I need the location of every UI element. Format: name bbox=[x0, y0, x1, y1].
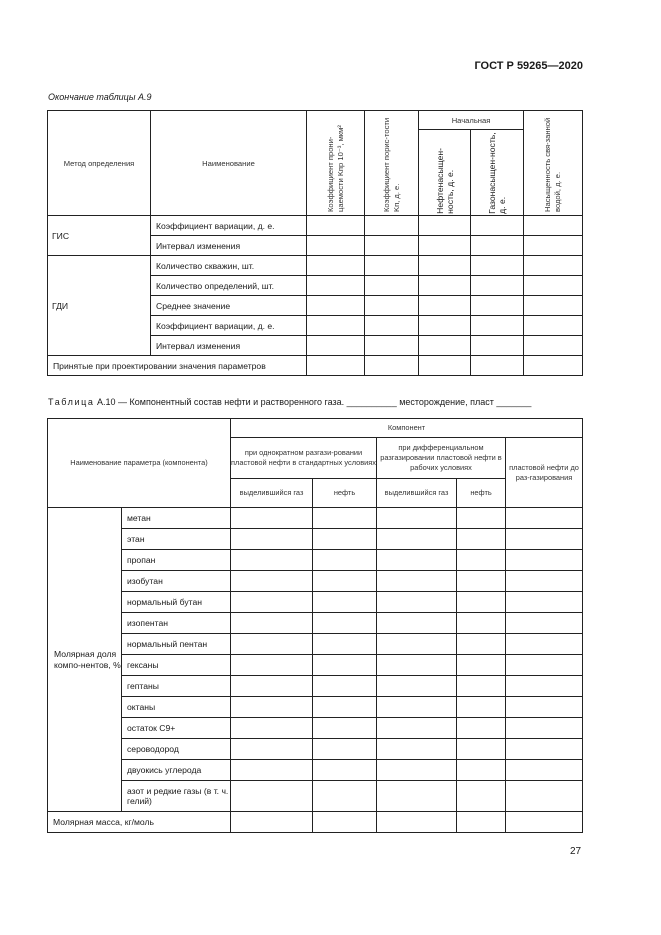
data-cell bbox=[471, 236, 524, 256]
data-cell bbox=[313, 571, 377, 592]
data-cell bbox=[231, 571, 313, 592]
data-cell bbox=[524, 296, 583, 316]
data-cell bbox=[506, 760, 583, 781]
data-cell bbox=[313, 592, 377, 613]
caption-text: А.10 — Компонентный состав нефти и растворенного газа. __________ месторождение, пласт _______ bbox=[97, 397, 532, 407]
data-cell bbox=[307, 276, 365, 296]
component-label: гептаны bbox=[122, 676, 231, 697]
data-cell bbox=[471, 316, 524, 336]
data-cell bbox=[419, 336, 471, 356]
component-label: нормальный бутан bbox=[122, 592, 231, 613]
data-cell bbox=[377, 812, 457, 833]
data-cell bbox=[377, 508, 457, 529]
data-cell bbox=[307, 356, 365, 376]
data-cell bbox=[231, 508, 313, 529]
data-cell bbox=[506, 529, 583, 550]
data-cell bbox=[506, 781, 583, 812]
col-permeability-header: Коэффициент прони-цаемости Kпр 10⁻³, мкм² bbox=[307, 111, 365, 216]
data-cell bbox=[471, 276, 524, 296]
data-cell bbox=[377, 655, 457, 676]
data-cell bbox=[365, 316, 419, 336]
data-cell bbox=[457, 718, 506, 739]
data-cell bbox=[365, 296, 419, 316]
component-label: сероводород bbox=[122, 739, 231, 760]
data-cell bbox=[377, 718, 457, 739]
col-reservoir-oil-header: пластовой нефти до раз-газирования bbox=[506, 438, 583, 508]
molar-mass-label: Молярная масса, кг/моль bbox=[48, 812, 231, 833]
data-cell bbox=[506, 508, 583, 529]
col-method-header: Метод определения bbox=[48, 111, 151, 216]
data-cell bbox=[506, 676, 583, 697]
data-cell bbox=[506, 613, 583, 634]
row-label: Интервал изменения bbox=[151, 236, 307, 256]
component-label: нормальный пентан bbox=[122, 634, 231, 655]
data-cell bbox=[231, 760, 313, 781]
table-row bbox=[48, 216, 583, 236]
accepted-values-label: Принятые при проектировании значения параметров bbox=[48, 356, 307, 376]
data-cell bbox=[313, 676, 377, 697]
data-cell bbox=[457, 529, 506, 550]
data-cell bbox=[231, 697, 313, 718]
data-cell bbox=[524, 316, 583, 336]
data-cell bbox=[419, 356, 471, 376]
components-body bbox=[48, 508, 583, 812]
table-row bbox=[48, 655, 583, 676]
col-initial-header: Начальная bbox=[419, 111, 524, 130]
table-row bbox=[48, 676, 583, 697]
data-cell bbox=[419, 276, 471, 296]
data-cell bbox=[377, 781, 457, 812]
data-cell bbox=[457, 739, 506, 760]
data-cell bbox=[457, 571, 506, 592]
data-cell bbox=[377, 592, 457, 613]
component-label: гексаны bbox=[122, 655, 231, 676]
table-continuation-label: Окончание таблицы А.9 bbox=[48, 92, 152, 102]
data-cell bbox=[506, 571, 583, 592]
data-cell bbox=[506, 697, 583, 718]
component-label: изопентан bbox=[122, 613, 231, 634]
table-row bbox=[48, 592, 583, 613]
table-a10-caption bbox=[48, 397, 531, 407]
data-cell bbox=[457, 592, 506, 613]
data-cell bbox=[365, 336, 419, 356]
data-cell bbox=[377, 550, 457, 571]
data-cell bbox=[377, 697, 457, 718]
data-cell bbox=[377, 676, 457, 697]
table-row bbox=[48, 256, 583, 276]
data-cell bbox=[457, 812, 506, 833]
component-label: азот и редкие газы (в т. ч. гелий) bbox=[122, 781, 231, 812]
data-cell bbox=[457, 697, 506, 718]
table-row bbox=[48, 760, 583, 781]
data-cell bbox=[524, 256, 583, 276]
data-cell bbox=[313, 781, 377, 812]
data-cell bbox=[471, 216, 524, 236]
data-cell bbox=[313, 508, 377, 529]
table-row bbox=[48, 718, 583, 739]
component-label: октаны bbox=[122, 697, 231, 718]
col-porosity-header: Коэффициент порис-тости Kп, д. е. bbox=[365, 111, 419, 216]
col-name-header: Наименование bbox=[151, 111, 307, 216]
table-row bbox=[48, 550, 583, 571]
row-label: Среднее значение bbox=[151, 296, 307, 316]
row-label: Интервал изменения bbox=[151, 336, 307, 356]
data-cell bbox=[307, 216, 365, 236]
data-cell bbox=[313, 529, 377, 550]
data-cell bbox=[419, 216, 471, 236]
data-cell bbox=[307, 296, 365, 316]
data-cell bbox=[471, 356, 524, 376]
data-cell bbox=[231, 676, 313, 697]
data-cell bbox=[365, 356, 419, 376]
data-cell bbox=[231, 550, 313, 571]
col-param-header: Наименование параметра (компонента) bbox=[48, 419, 231, 508]
method-gis-label: ГИС bbox=[48, 216, 151, 256]
component-label: метан bbox=[122, 508, 231, 529]
data-cell bbox=[377, 613, 457, 634]
data-cell bbox=[377, 760, 457, 781]
table-row bbox=[48, 529, 583, 550]
data-cell bbox=[506, 655, 583, 676]
data-cell bbox=[231, 634, 313, 655]
data-cell bbox=[524, 356, 583, 376]
data-cell bbox=[313, 550, 377, 571]
col-oil-header: нефть bbox=[313, 479, 377, 508]
data-cell bbox=[365, 256, 419, 276]
col-differential-header: при дифференциальном разгазировании пластовой нефти в рабочих условиях bbox=[377, 438, 506, 479]
data-cell bbox=[313, 739, 377, 760]
data-cell bbox=[471, 296, 524, 316]
page-number: 27 bbox=[570, 846, 582, 857]
row-label: Количество определений, шт. bbox=[151, 276, 307, 296]
data-cell bbox=[506, 592, 583, 613]
data-cell bbox=[231, 613, 313, 634]
table-row bbox=[48, 571, 583, 592]
data-cell bbox=[524, 336, 583, 356]
data-cell bbox=[506, 550, 583, 571]
data-cell bbox=[471, 256, 524, 276]
data-cell bbox=[457, 508, 506, 529]
col-oil-saturation-header: Нефтенасыщен-ность, д. е. bbox=[419, 130, 471, 216]
data-cell bbox=[506, 739, 583, 760]
data-cell bbox=[231, 529, 313, 550]
data-cell bbox=[231, 655, 313, 676]
data-cell bbox=[377, 571, 457, 592]
col-water-saturation-header: Насыщенность свя-занной водой, д. е. bbox=[524, 111, 583, 216]
table-a10 bbox=[47, 418, 583, 833]
component-label: пропан bbox=[122, 550, 231, 571]
data-cell bbox=[377, 739, 457, 760]
table-row bbox=[48, 508, 583, 529]
data-cell bbox=[457, 760, 506, 781]
caption-prefix: Таблица bbox=[48, 397, 95, 407]
data-cell bbox=[506, 812, 583, 833]
data-cell bbox=[307, 236, 365, 256]
data-cell bbox=[231, 592, 313, 613]
document-standard-number: ГОСТ Р 59265—2020 bbox=[474, 60, 583, 72]
data-cell bbox=[524, 216, 583, 236]
data-cell bbox=[524, 236, 583, 256]
table-a9 bbox=[47, 110, 583, 376]
molar-fraction-group-label: Молярная доля компо-нентов, % bbox=[48, 508, 122, 812]
col-released-gas-header: выделившийся газ bbox=[231, 479, 313, 508]
data-cell bbox=[365, 236, 419, 256]
data-cell bbox=[231, 781, 313, 812]
data-cell bbox=[419, 296, 471, 316]
table-row bbox=[48, 613, 583, 634]
row-label: Коэффициент вариации, д. е. bbox=[151, 216, 307, 236]
row-label: Количество скважин, шт. bbox=[151, 256, 307, 276]
table-row bbox=[48, 739, 583, 760]
col-component-header: Компонент bbox=[231, 419, 583, 438]
component-label: изобутан bbox=[122, 571, 231, 592]
table-row bbox=[48, 634, 583, 655]
component-label: остаток С9+ bbox=[122, 718, 231, 739]
data-cell bbox=[307, 336, 365, 356]
component-label: этан bbox=[122, 529, 231, 550]
data-cell bbox=[457, 781, 506, 812]
data-cell bbox=[313, 718, 377, 739]
data-cell bbox=[313, 613, 377, 634]
data-cell bbox=[524, 276, 583, 296]
data-cell bbox=[365, 276, 419, 296]
col-gas-saturation-header: Газонасыщен-ность, д. е. bbox=[471, 130, 524, 216]
data-cell bbox=[231, 718, 313, 739]
data-cell bbox=[419, 316, 471, 336]
data-cell bbox=[419, 236, 471, 256]
method-gdi-label: ГДИ bbox=[48, 256, 151, 356]
data-cell bbox=[313, 634, 377, 655]
data-cell bbox=[377, 634, 457, 655]
data-cell bbox=[313, 812, 377, 833]
data-cell bbox=[457, 613, 506, 634]
component-label: двуокись углерода bbox=[122, 760, 231, 781]
table-row bbox=[48, 812, 583, 833]
data-cell bbox=[307, 256, 365, 276]
col-single-flash-header: при однократном разгази-ровании пластовой нефти в стандартных условиях bbox=[231, 438, 377, 479]
data-cell bbox=[457, 655, 506, 676]
data-cell bbox=[471, 336, 524, 356]
col-released-gas-header: выделившийся газ bbox=[377, 479, 457, 508]
data-cell bbox=[231, 739, 313, 760]
data-cell bbox=[365, 216, 419, 236]
data-cell bbox=[419, 256, 471, 276]
data-cell bbox=[457, 550, 506, 571]
data-cell bbox=[313, 760, 377, 781]
data-cell bbox=[506, 718, 583, 739]
data-cell bbox=[313, 655, 377, 676]
data-cell bbox=[457, 676, 506, 697]
col-oil-header: нефть bbox=[457, 479, 506, 508]
row-label: Коэффициент вариации, д. е. bbox=[151, 316, 307, 336]
data-cell bbox=[231, 812, 313, 833]
data-cell bbox=[307, 316, 365, 336]
data-cell bbox=[457, 634, 506, 655]
table-row bbox=[48, 697, 583, 718]
data-cell bbox=[506, 634, 583, 655]
data-cell bbox=[377, 529, 457, 550]
table-row bbox=[48, 356, 583, 376]
table-row bbox=[48, 781, 583, 812]
data-cell bbox=[313, 697, 377, 718]
